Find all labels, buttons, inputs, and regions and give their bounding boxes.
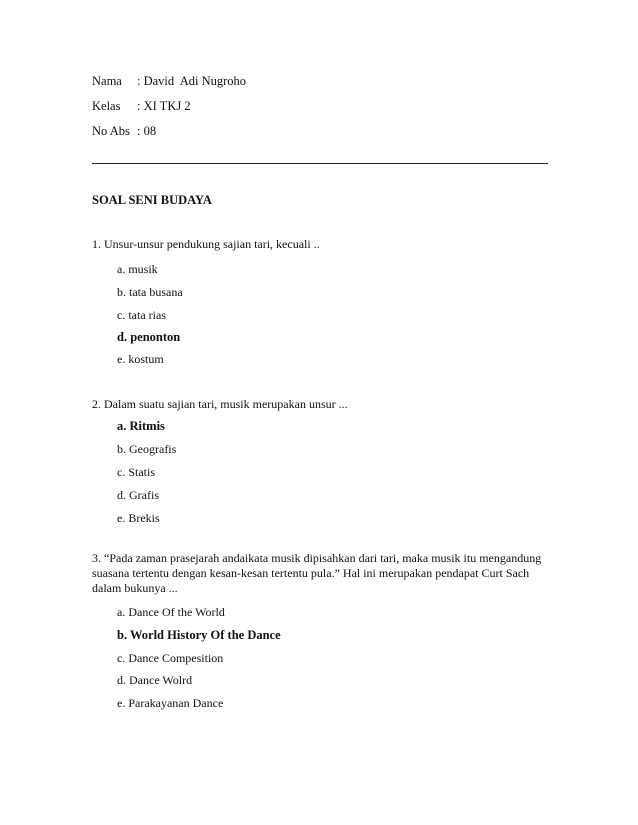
question-3-text: 3. “Pada zaman prasejarah andaikata musik dipisahkan dari tari, maka musik itu mengandung suasana tertentu dengan kesan-kesan tertentu pula.” Hal ini merupakan pendapat Curt Sach dalam bukunya ... [92, 551, 542, 595]
class-label: Kelas [92, 99, 121, 113]
q3-option-d: d. Dance Wolrd [117, 673, 193, 687]
q2-option-d: d. Grafis [117, 488, 159, 502]
q2-option-b: b. Geografis [117, 442, 177, 456]
abs-label: No Abs [92, 124, 130, 138]
document-title: SOAL SENI BUDAYA [92, 193, 212, 207]
q1-option-a: a. musik [117, 262, 158, 276]
abs-value: : 08 [137, 124, 157, 138]
question-2-text: 2. Dalam suatu sajian tari, musik merupakan unsur ... [92, 397, 348, 411]
name-row [92, 74, 246, 89]
q3-option-b-answer: b. World History Of the Dance [117, 628, 281, 642]
q2-option-e: e. Brekis [117, 511, 160, 525]
q1-option-e: e. kostum [117, 352, 164, 366]
class-value: : XI TKJ 2 [137, 99, 191, 113]
header-divider [92, 163, 548, 164]
q3-option-a: a. Dance Of the World [117, 605, 225, 619]
name-label: Nama [92, 74, 122, 88]
q3-option-e: e. Parakayanan Dance [117, 696, 224, 710]
name-value: : David Adi Nugroho [137, 74, 247, 88]
q3-option-c: c. Dance Compesition [117, 651, 224, 665]
question-1-text: 1. Unsur-unsur pendukung sajian tari, kecuali .. [92, 237, 320, 251]
q2-option-a-answer: a. Ritmis [117, 419, 165, 433]
q1-option-b: b. tata busana [117, 285, 183, 299]
q1-option-d-answer: d. penonton [117, 330, 181, 344]
q1-option-c: c. tata rias [117, 308, 166, 322]
class-row [92, 99, 191, 114]
abs-row [92, 124, 156, 139]
q2-option-c: c. Statis [117, 465, 155, 479]
